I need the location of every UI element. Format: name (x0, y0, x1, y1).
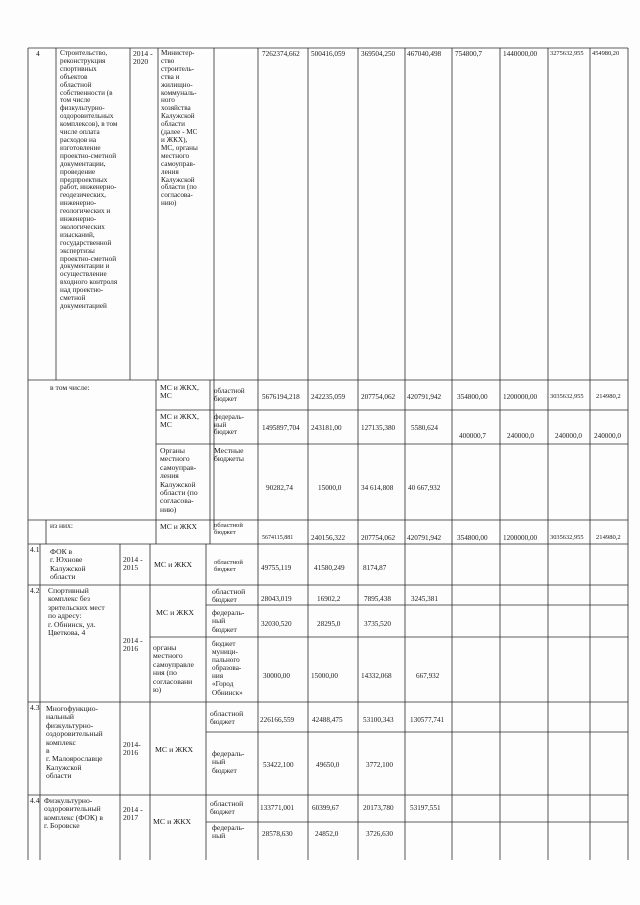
sub2-executor: МС и ЖКХ, МС (160, 412, 199, 430)
row-4-2-source-2: федераль- ный бюджет (212, 608, 245, 634)
row-4-4-name: Физкультурно- оздоровительный комплекс (ФОК) в г. Боровске (44, 796, 103, 831)
row-4-4-executor: МС и ЖКХ (153, 817, 192, 826)
sub4-value-2: 240156,322 (311, 534, 346, 542)
row-4-2-number: 4.2 (30, 586, 40, 595)
sub3-value-1: 90282,74 (266, 484, 293, 492)
row-4-3-executor: МС и ЖКХ (155, 745, 194, 754)
sub1-value-4: 420791,942 (407, 393, 442, 401)
row-4-3-v1-4: 130577,741 (410, 716, 445, 724)
sub4-executor: МС и ЖКХ (160, 522, 198, 531)
sub4-value-1: 5674115,881 (262, 535, 294, 541)
row-4-4-source-1: областной бюджет (210, 799, 244, 817)
sub2-value-4: 5580,624 (411, 424, 438, 432)
row-4-2-v2-1: 32030,520 (261, 620, 292, 628)
row-4-2-source-3: бюджет муници- пального образова- ния «Город Обнинск» (212, 640, 243, 697)
row-4-1-executor: МС и ЖКХ (154, 560, 193, 569)
row-4-2-v2-3: 3735,520 (364, 620, 391, 628)
row-4-3-source-1: областной бюджет (210, 709, 244, 727)
row-4-value-8: 454980,20 (592, 50, 620, 57)
row-4-2-period: 2014 - 2016 (123, 636, 143, 654)
row-4-1-number: 4.1 (30, 545, 40, 554)
sub2-value-3: 127135,380 (361, 424, 396, 432)
row-4-value-5: 754800,7 (455, 50, 482, 58)
row-4-1-period: 2014 - 2015 (123, 555, 143, 573)
sub4-value-5: 354800,00 (457, 534, 488, 542)
row-4-2-v3-1: 30000,00 (263, 672, 290, 680)
row-4-2-v2-2: 28295,0 (317, 620, 341, 628)
sub4-value-6: 1200000,00 (503, 534, 538, 542)
row-4-value-3: 369504,250 (361, 50, 396, 58)
sub1-value-8: 214980,2 (596, 393, 621, 400)
of-them-label: из них: (50, 521, 73, 530)
sub2-source: федераль- ный бюджет (214, 413, 244, 437)
sub4-value-3: 207754,062 (361, 534, 396, 542)
sub2-value-6: 240000,0 (507, 432, 534, 440)
sub4-value-7: 3035632,955 (550, 534, 584, 541)
sub1-source: областной бюджет (214, 387, 245, 403)
row-4-2-v3-3: 14332,068 (361, 672, 392, 680)
sub4-value-8: 214980,2 (596, 534, 621, 541)
row-4-2-executor-3: органы местного самоуправле ния (по согласовани ю) (153, 643, 194, 695)
row-4-3-v1-2: 42488,475 (312, 716, 343, 724)
sub1-executor: МС и ЖКХ, МС (160, 383, 199, 401)
row-4-1-value-2: 41580,249 (314, 564, 345, 572)
sub1-value-7: 3035632,955 (550, 393, 584, 400)
sub1-value-6: 1200000,00 (503, 393, 538, 401)
row-4-3-name: Многофункцио- нальный физкультурно- оздоровительный комплекс в г. Малоярославце Калужской области (46, 704, 103, 781)
row-4-2-v1-1: 28043,019 (261, 595, 292, 603)
sub1-value-3: 207754,062 (361, 393, 396, 401)
sub3-value-4: 40 667,932 (408, 484, 441, 492)
row-4-3-source-2: федераль- ный бюджет (212, 749, 245, 775)
sub1-value-2: 242235,059 (311, 393, 346, 401)
sub2-value-8: 240000,0 (594, 432, 621, 440)
row-4-value-2: 500416,059 (311, 50, 346, 58)
row-4-4-v1-1: 133771,001 (260, 804, 295, 812)
including-label: в том числе: (50, 383, 90, 392)
row-4-1-value-3: 8174,87 (363, 564, 387, 572)
sub3-executor: Органы местного самоуправ- ления Калужской области (по согласова- нию) (160, 446, 198, 514)
sub3-source: Местные бюджеты (214, 446, 244, 464)
row-4-2-v1-4: 3245,381 (411, 595, 438, 603)
row-4-1-name: ФОК в г. Юхнове Калужской области (50, 547, 86, 582)
row-4-period: 2014 - 2020 (133, 49, 153, 67)
row-4-3-v2-3: 3772,100 (366, 761, 393, 769)
row-4-2-v3-2: 15000,00 (311, 672, 338, 680)
row-4-value-7: 3275632,955 (550, 50, 584, 57)
row-4-4-period: 2014 - 2017 (123, 805, 143, 823)
sub2-value-7: 240000,0 (555, 432, 582, 440)
row-4-4-v1-2: 60399,67 (312, 804, 339, 812)
row-4-4-v2-2: 24852,0 (315, 830, 339, 838)
sub4-value-4: 420791,942 (407, 534, 442, 542)
row-4-3-period: 2014- 2016 (123, 740, 141, 758)
row-4-4-number: 4.4 (30, 796, 40, 805)
sub2-value-1: 1495897,704 (262, 424, 300, 432)
sub3-value-3: 34 614,808 (361, 484, 394, 492)
row-4-2-v1-3: 7895,438 (364, 595, 391, 603)
row-4-4-v2-3: 3726,630 (366, 830, 393, 838)
row-4-3-v1-1: 226166,559 (260, 716, 295, 724)
row-4-1-source: областной бюджет (214, 559, 243, 574)
row-4-value-1: 7262374,662 (262, 50, 300, 58)
sub4-source: областной бюджет (214, 522, 243, 537)
row-4-value-4: 467040,498 (407, 50, 442, 58)
row-4-1-value-1: 49755,119 (261, 564, 292, 572)
row-4-3-number: 4.3 (30, 703, 40, 712)
row-4-4-v1-4: 53197,551 (410, 804, 441, 812)
sub1-value-5: 354800,00 (457, 393, 488, 401)
sub2-value-5: 400000,7 (459, 432, 486, 440)
row-4-3-v1-3: 53100,343 (363, 716, 394, 724)
row-4-2-executor-1: МС и ЖКХ (156, 608, 195, 617)
row-4-2-source-1: областной бюджет (212, 587, 246, 605)
sub2-value-2: 243181,00 (311, 424, 342, 432)
row-4-4-v1-3: 20173,780 (363, 804, 394, 812)
row-4-4-v2-1: 28578,630 (262, 830, 293, 838)
row-4-2-v3-4: 667,932 (416, 672, 440, 680)
sub1-value-1: 5676194,218 (262, 393, 300, 401)
row-4-executor: Министер- ство строитель- ства и жилищно- коммуналь- ного хозяйства Калужской области (далее - МС и ЖКХ), МС, органы местного самоуправ- ления Калужской области (по согласова- нию) (161, 49, 198, 208)
sub3-value-2: 15000,0 (318, 484, 342, 492)
row-4-2-v1-2: 16902,2 (317, 595, 341, 603)
row-4-value-6: 1440000,00 (503, 50, 538, 58)
row-4-4-source-2: федераль- ный (212, 823, 245, 841)
row-4-number: 4 (36, 49, 40, 58)
row-4-name: Строительство, реконструкция спортивных объектов областной собственности (в том числе физкультурно- оздоровительных комплексов), в том числе оплата расходов на изготовление проектно-сметной документации, проведение предпроектных работ, инженерно- геодезических, инженерно- геологических и инженерно- экологических изысканий, государственной экспертизы проектно-сметной документации и осуществление входного контроля над проектно- сметной документацией (60, 49, 118, 310)
row-4-3-v2-1: 53422,100 (263, 761, 294, 769)
row-4-2-name: Спортивный комплекс без зрительских мест по адресу: г. Обнинск, ул. Цветкова, 4 (48, 586, 105, 638)
row-4-3-v2-2: 49650,0 (316, 761, 340, 769)
